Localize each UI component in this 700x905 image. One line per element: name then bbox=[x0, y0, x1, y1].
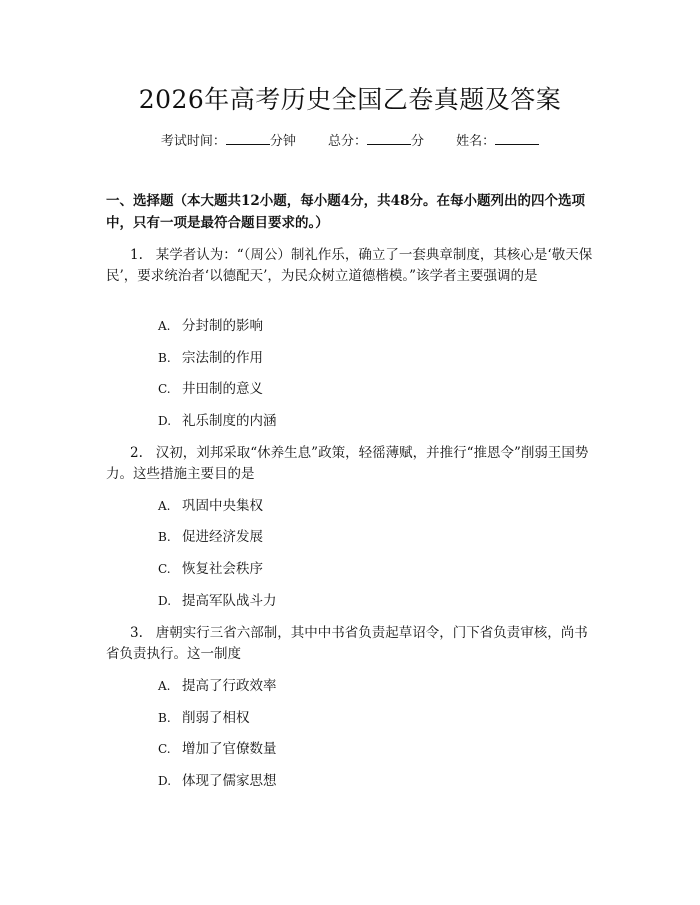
option-3d bbox=[158, 771, 277, 791]
time-field bbox=[161, 134, 300, 149]
option-letter: B. bbox=[158, 351, 171, 365]
option-3c bbox=[158, 739, 277, 759]
option-letter: C. bbox=[158, 562, 171, 576]
option-letter: C. bbox=[158, 742, 171, 756]
option-text: 增加了官僚数量 bbox=[182, 741, 277, 757]
option-3b bbox=[158, 708, 250, 728]
option-text: 促进经济发展 bbox=[182, 529, 263, 545]
question-stem: 汉初，刘邦采取“休养生息”政策，轻徭薄赋，并推行“推恩令”削弱王国势力。这些措施主要目的是 bbox=[106, 445, 589, 482]
option-letter: D. bbox=[158, 594, 172, 608]
name-blank bbox=[495, 132, 539, 145]
option-1a bbox=[158, 316, 263, 336]
option-2b bbox=[158, 527, 263, 547]
option-1b bbox=[158, 348, 263, 368]
option-text: 井田制的意义 bbox=[182, 381, 263, 397]
option-text: 提高了行政效率 bbox=[182, 678, 277, 694]
exam-title: 2026年高考历史全国乙卷真题及答案 bbox=[138, 85, 562, 114]
option-text: 礼乐制度的内涵 bbox=[182, 413, 277, 429]
question-number: 3. bbox=[130, 625, 143, 641]
time-unit: 分钟 bbox=[269, 134, 296, 149]
option-2d bbox=[158, 591, 277, 611]
score-label: 总分： bbox=[327, 134, 367, 149]
option-letter: B. bbox=[158, 530, 171, 544]
option-letter: B. bbox=[158, 711, 171, 725]
question-3 bbox=[106, 623, 600, 665]
name-field bbox=[456, 134, 539, 149]
time-label: 考试时间： bbox=[160, 134, 226, 149]
option-letter: D. bbox=[158, 414, 172, 428]
score-field bbox=[328, 134, 428, 149]
option-2c bbox=[158, 559, 263, 579]
option-letter: C. bbox=[158, 382, 171, 396]
question-number: 1. bbox=[130, 247, 143, 263]
option-letter: A. bbox=[158, 499, 171, 513]
option-letter: D. bbox=[158, 774, 172, 788]
exam-meta bbox=[0, 132, 700, 151]
option-text: 分封制的影响 bbox=[182, 318, 263, 334]
option-2a bbox=[158, 496, 263, 516]
option-text: 恢复社会秩序 bbox=[182, 561, 263, 577]
score-blank bbox=[367, 132, 411, 145]
option-3a bbox=[158, 676, 277, 696]
option-letter: A. bbox=[158, 679, 171, 693]
option-1d bbox=[158, 411, 277, 431]
question-number: 2. bbox=[130, 445, 143, 461]
question-2 bbox=[106, 443, 600, 485]
question-1 bbox=[106, 245, 600, 287]
option-letter: A. bbox=[158, 319, 171, 333]
option-text: 体现了儒家思想 bbox=[182, 773, 277, 789]
section-heading: 一、选择题（本大题共12小题，每小题4分，共48分。在每小题列出的四个选项中，只有一项是最符合题目要求的。） bbox=[106, 193, 585, 231]
question-stem: 某学者认为：“（周公）制礼作乐，确立了一套典章制度，其核心是‘敬天保民’，要求统治者‘以德配天’，为民众树立道德楷模。”该学者主要强调的是 bbox=[106, 247, 593, 284]
question-stem: 唐朝实行三省六部制，其中中书省负责起草诏令，门下省负责审核，尚书省负责执行。这一制度 bbox=[106, 625, 588, 662]
time-blank bbox=[226, 132, 270, 145]
option-text: 提高军队战斗力 bbox=[182, 593, 277, 609]
option-text: 宗法制的作用 bbox=[182, 350, 263, 366]
option-text: 削弱了相权 bbox=[182, 710, 250, 726]
option-text: 巩固中央集权 bbox=[182, 498, 263, 514]
name-label: 姓名： bbox=[456, 134, 496, 149]
score-unit: 分 bbox=[411, 134, 425, 149]
option-1c bbox=[158, 379, 263, 399]
